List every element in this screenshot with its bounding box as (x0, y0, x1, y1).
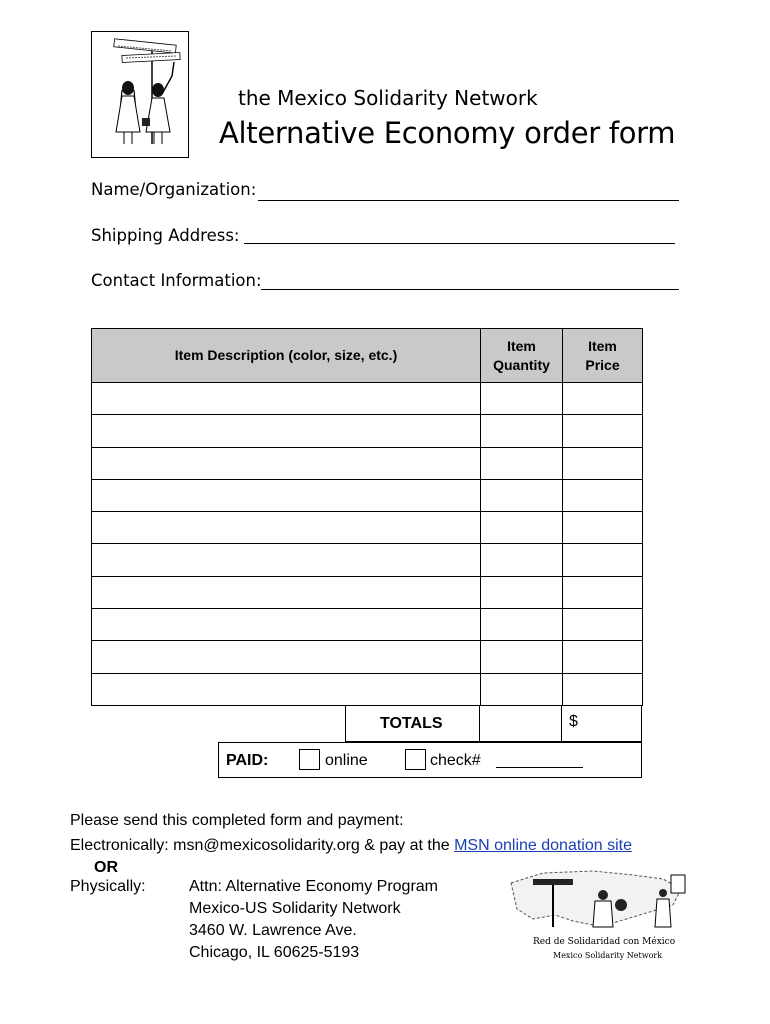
instructions-intro: Please send this completed form and payment: (70, 812, 404, 829)
total-price-field[interactable]: $ (569, 713, 578, 730)
table-row (92, 415, 643, 447)
description-cell[interactable] (92, 512, 481, 544)
check-number-field[interactable] (496, 767, 583, 768)
address-label: Shipping Address: (91, 226, 240, 245)
table-row (92, 479, 643, 511)
table-row (92, 544, 643, 576)
table-row (92, 383, 643, 415)
table-row (92, 641, 643, 673)
electronic-instructions (70, 835, 632, 857)
address-line: Mexico-US Solidarity Network (189, 900, 401, 917)
table-row (92, 512, 643, 544)
price-cell[interactable] (563, 415, 643, 447)
physical-label: Physically: (70, 878, 146, 895)
col-price-header: Item Price (563, 329, 643, 383)
price-cell[interactable] (563, 544, 643, 576)
quantity-cell[interactable] (481, 609, 563, 641)
logo-text-english: Mexico Solidarity Network (553, 951, 663, 960)
or-label: OR (94, 859, 118, 876)
price-cell[interactable] (563, 447, 643, 479)
org-name: the Mexico Solidarity Network (238, 86, 538, 110)
address-line: Chicago, IL 60625-5193 (189, 944, 360, 961)
totals-label: TOTALS (380, 715, 443, 732)
quantity-cell[interactable] (481, 641, 563, 673)
col-quantity-header: Item Quantity (481, 329, 563, 383)
quantity-cell[interactable] (481, 479, 563, 511)
price-cell[interactable] (563, 479, 643, 511)
donation-link[interactable]: MSN online donation site (454, 837, 632, 854)
check-label: check# (430, 752, 481, 769)
table-row (92, 447, 643, 479)
check-checkbox[interactable] (405, 749, 426, 770)
table-row (92, 673, 643, 705)
table-row (92, 576, 643, 608)
table-header-row (92, 329, 643, 383)
description-cell[interactable] (92, 383, 481, 415)
address-field[interactable] (244, 243, 675, 244)
online-label: online (325, 752, 368, 769)
online-checkbox[interactable] (299, 749, 320, 770)
contact-label: Contact Information: (91, 271, 262, 290)
logo-text-spanish: Red de Solidaridad con México (533, 937, 676, 947)
description-cell[interactable] (92, 415, 481, 447)
price-cell[interactable] (563, 576, 643, 608)
form-title: Alternative Economy order form (219, 116, 676, 150)
name-field[interactable] (258, 200, 679, 201)
price-cell[interactable] (563, 673, 643, 705)
address-line: 3460 W. Lawrence Ave. (189, 922, 357, 939)
description-cell[interactable] (92, 479, 481, 511)
bottom-logo (503, 865, 693, 965)
description-cell[interactable] (92, 673, 481, 705)
table-row (92, 609, 643, 641)
quantity-cell[interactable] (481, 544, 563, 576)
totals-divider (479, 705, 480, 742)
price-cell[interactable] (563, 383, 643, 415)
totals-divider (561, 705, 562, 742)
paid-label: PAID: (226, 752, 269, 769)
electronic-text: Electronically: msn@mexicosolidarity.org & pay at the (70, 837, 455, 854)
quantity-cell[interactable] (481, 512, 563, 544)
price-cell[interactable] (563, 512, 643, 544)
items-table (91, 328, 643, 706)
top-logo (91, 31, 189, 158)
quantity-cell[interactable] (481, 576, 563, 608)
contact-field[interactable] (261, 289, 679, 290)
description-cell[interactable] (92, 447, 481, 479)
address-line: Attn: Alternative Economy Program (189, 878, 438, 895)
description-cell[interactable] (92, 609, 481, 641)
quantity-cell[interactable] (481, 673, 563, 705)
quantity-cell[interactable] (481, 447, 563, 479)
quantity-cell[interactable] (481, 415, 563, 447)
description-cell[interactable] (92, 576, 481, 608)
quantity-cell[interactable] (481, 383, 563, 415)
price-cell[interactable] (563, 609, 643, 641)
price-cell[interactable] (563, 641, 643, 673)
description-cell[interactable] (92, 641, 481, 673)
name-label: Name/Organization: (91, 180, 257, 199)
description-cell[interactable] (92, 544, 481, 576)
col-description-header: Item Description (color, size, etc.) (92, 329, 481, 383)
